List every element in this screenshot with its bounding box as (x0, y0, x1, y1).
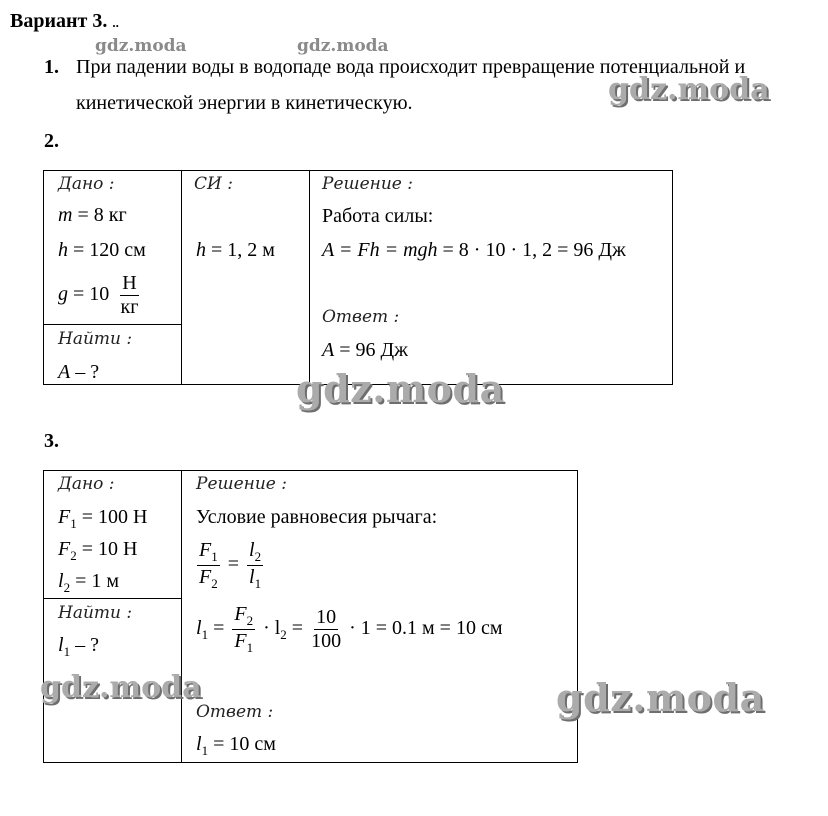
task2-work-text: Работа силы: (322, 205, 434, 227)
task1-number: 1. (44, 56, 59, 78)
task3-find-label: Найти : (58, 603, 133, 623)
task3-find-value: $l_1$ – ? (58, 634, 99, 659)
task3-given-label: Дано : (58, 474, 115, 494)
task2-given-label: Дано : (58, 174, 115, 194)
task2-find-value: A – ? (58, 361, 100, 383)
task3-calculation: $l_1$ = $\frac{F_2}{F_1}$ · $l_2$ = $\frac{10}{100}$ · 1 = 0.1 м = 10 см (196, 603, 503, 655)
task1-text-line2: кинетической энергии в кинетическую. (76, 92, 413, 114)
watermark: gdz.moda (40, 670, 202, 705)
task3-arm2: $l_2 = 1$ м (58, 570, 119, 595)
task2-answer-label: Ответ : (322, 307, 400, 327)
watermark: gdz.moda (95, 36, 187, 56)
watermark: gdz.moda (297, 36, 389, 56)
task3-answer: $l_1 = 10$ см (196, 733, 276, 758)
task2-mass: m = 8 кг (58, 204, 127, 226)
task3-condition-text: Условие равновесия рычага: (196, 506, 438, 528)
task2-answer: A = 96 Дж (322, 339, 408, 361)
task2-si-label: СИ : (194, 174, 233, 194)
task2-gravity: g = 10 $\frac{Н}{кг}$ (58, 272, 139, 318)
task2-si-height: h = 1, 2 м (196, 239, 275, 261)
task2-find-label: Найти : (58, 329, 133, 349)
watermark: gdz.moda (296, 366, 505, 411)
task3-solution-label: Решение : (196, 474, 288, 494)
task2-solution-label: Решение : (322, 174, 414, 194)
task1-text-line1: При падении воды в водопаде вода происходит превращение потенциальной и (76, 56, 746, 78)
task3-answer-label: Ответ : (196, 702, 274, 722)
task3-force1: $F_1 = 100$ Н (58, 506, 148, 531)
watermark: gdz.moda (608, 72, 770, 107)
page-title: Вариант 3. .. (10, 10, 119, 32)
task2-number: 2. (44, 130, 59, 152)
watermark: gdz.moda (556, 675, 765, 720)
task3-force2: $F_2 = 10$ Н (58, 538, 138, 563)
task2-height: h = 120 см (58, 239, 146, 261)
task2-formula: A = Fh = mgh = 8 · 10 · 1, 2 = 96 Дж (322, 239, 626, 261)
task3-equilibrium: $\frac{F_1}{F_2}$ = $\frac{l_2}{l_1}$ (199, 539, 262, 591)
task3-number: 3. (44, 430, 59, 452)
